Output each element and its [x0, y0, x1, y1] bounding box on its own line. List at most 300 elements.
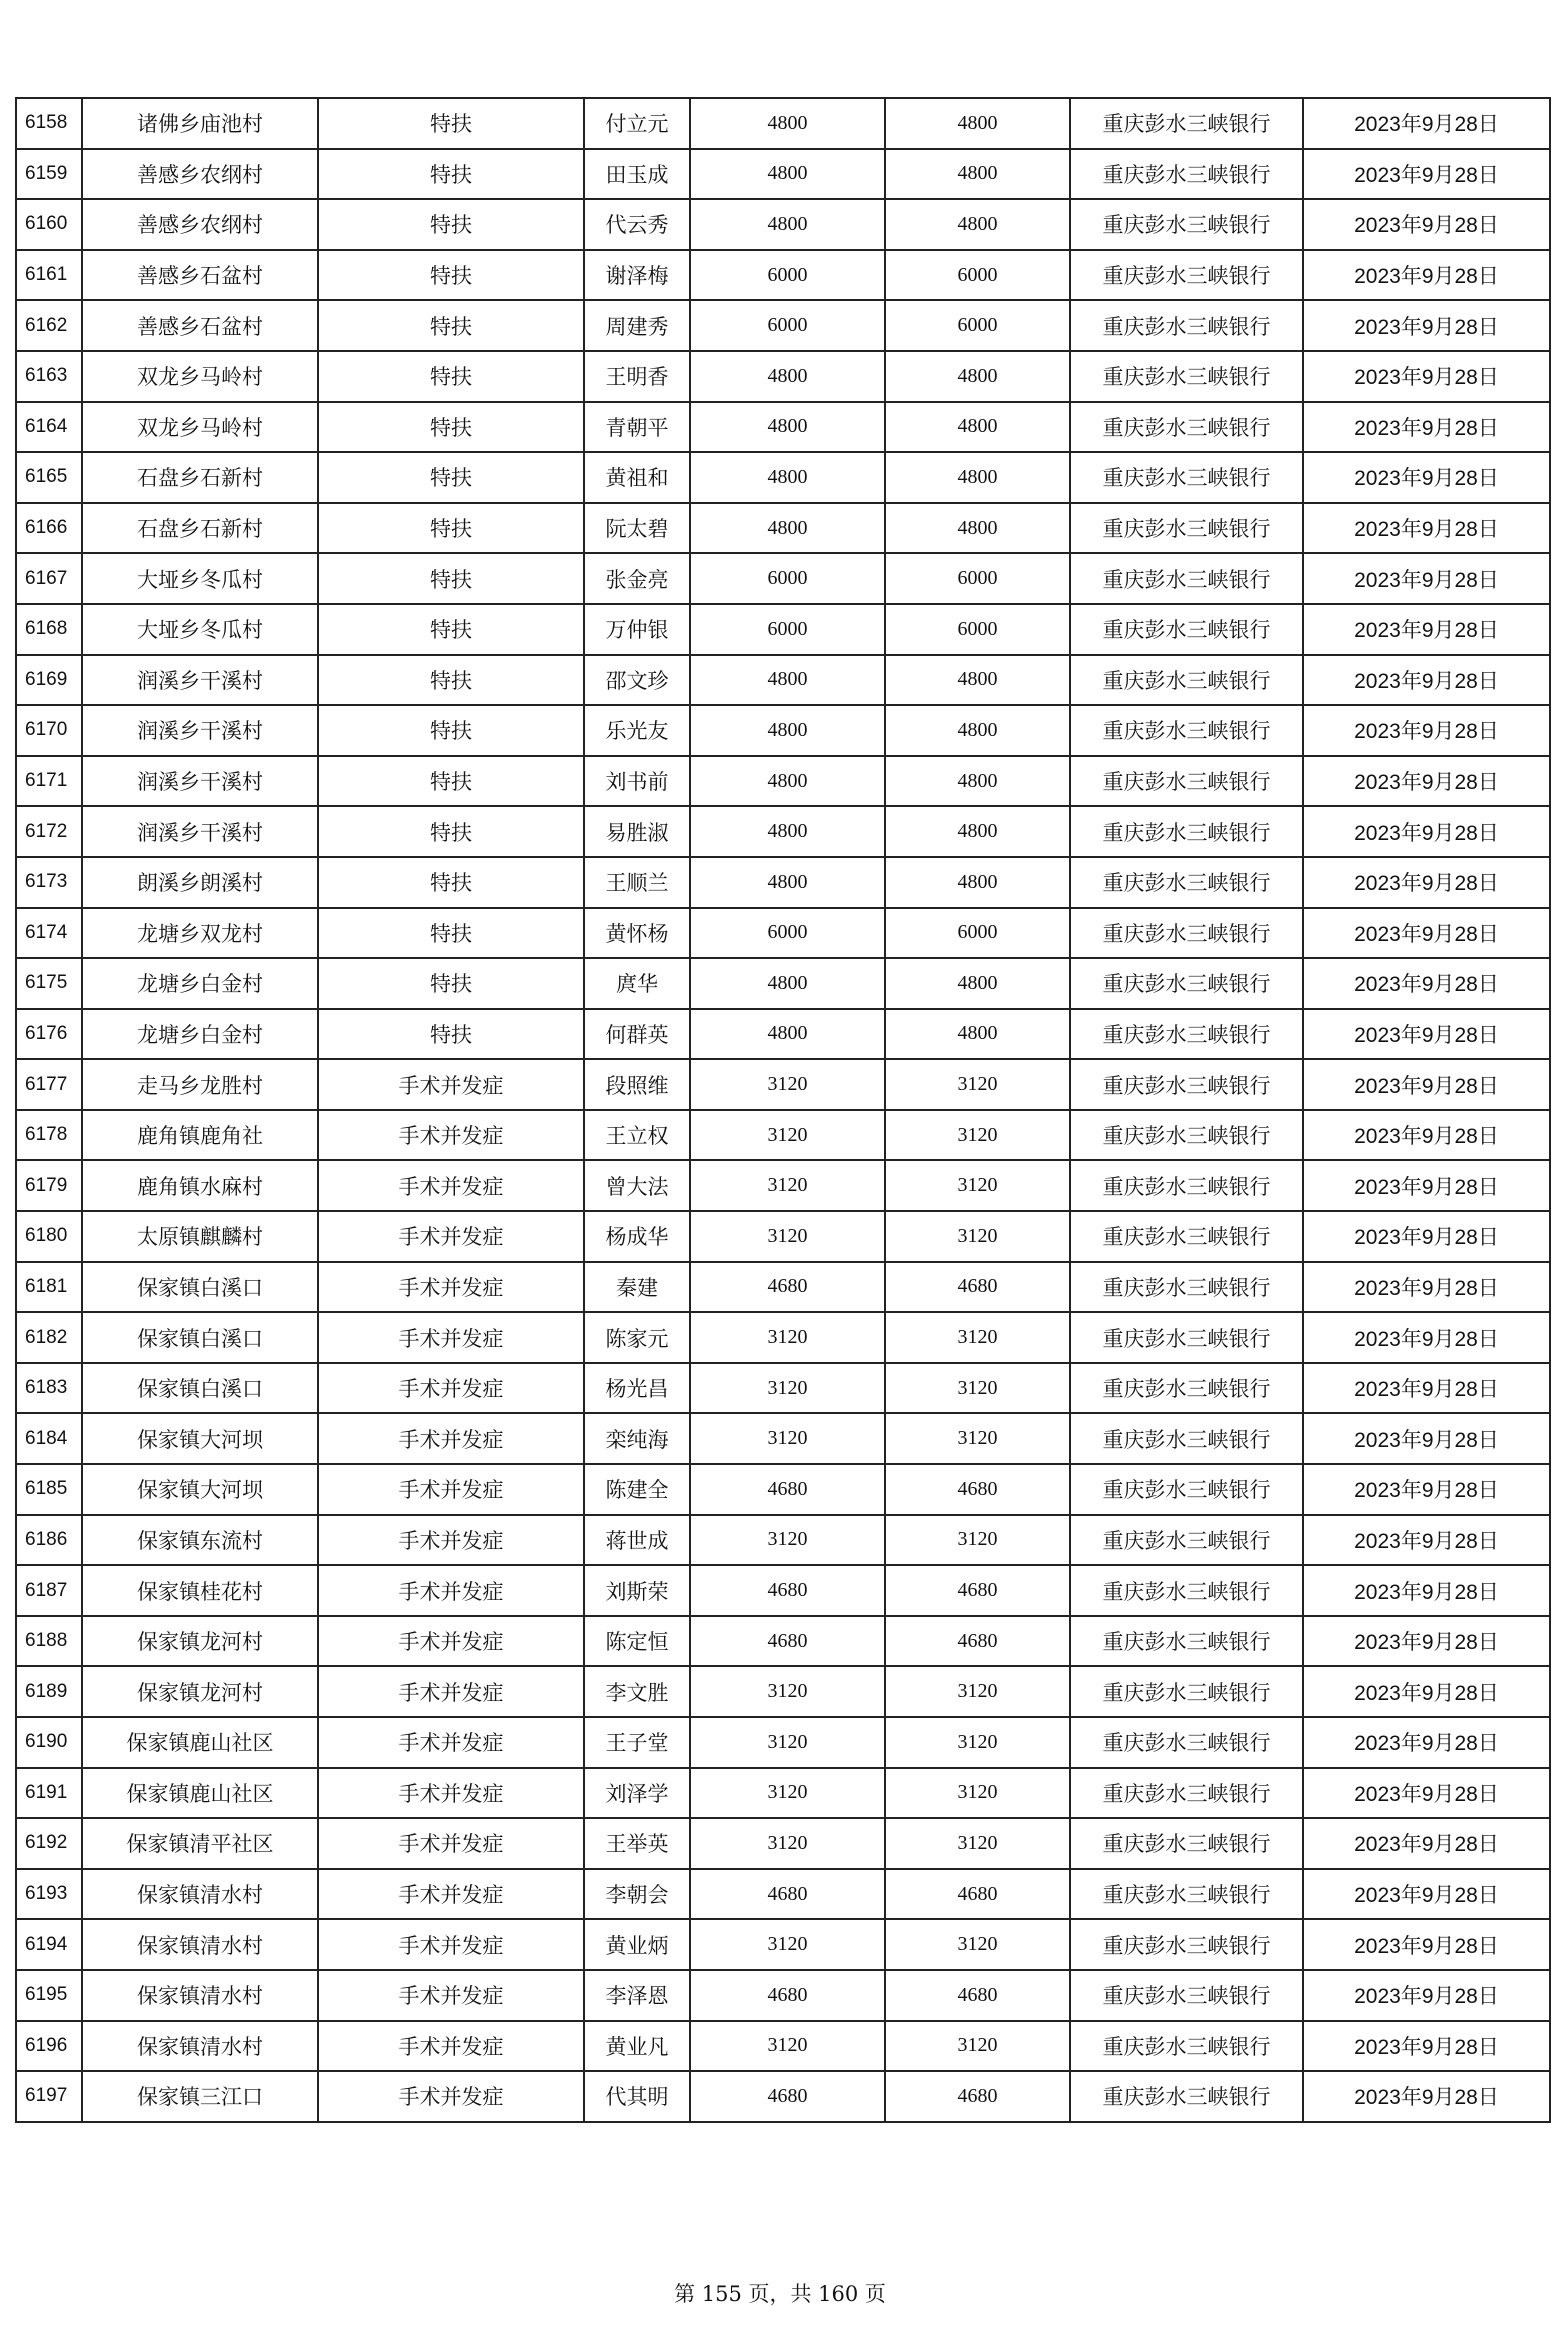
table-row: [16, 149, 1550, 200]
table-row: [16, 806, 1550, 857]
cell-bank-name: 重庆彭水三峡银行: [1070, 857, 1303, 908]
cell-person-name: 陈家元: [584, 1312, 690, 1363]
cell-amount-due: 3120: [690, 1515, 885, 1566]
cell-person-name: 黄怀杨: [584, 908, 690, 959]
cell-row-number: 6174: [16, 908, 82, 959]
payment-table: [15, 97, 1551, 2123]
cell-category: 特扶: [318, 756, 584, 807]
cell-village: 善感乡石盆村: [82, 300, 318, 351]
cell-category: 特扶: [318, 98, 584, 149]
cell-amount-due: 6000: [690, 908, 885, 959]
table-row: [16, 1666, 1550, 1717]
cell-row-number: 6170: [16, 705, 82, 756]
cell-amount-due: 4800: [690, 402, 885, 453]
cell-village: 石盘乡石新村: [82, 503, 318, 554]
cell-amount-due: 4680: [690, 1565, 885, 1616]
cell-amount-due: 3120: [690, 1312, 885, 1363]
cell-row-number: 6173: [16, 857, 82, 908]
cell-payment-date: 2023年9月28日: [1303, 199, 1550, 250]
cell-amount-paid: 4680: [885, 1869, 1070, 1920]
cell-payment-date: 2023年9月28日: [1303, 1616, 1550, 1667]
table-row: [16, 351, 1550, 402]
cell-amount-due: 4800: [690, 806, 885, 857]
cell-payment-date: 2023年9月28日: [1303, 908, 1550, 959]
cell-bank-name: 重庆彭水三峡银行: [1070, 1666, 1303, 1717]
cell-amount-paid: 4680: [885, 2071, 1070, 2122]
cell-amount-due: 3120: [690, 1110, 885, 1161]
cell-payment-date: 2023年9月28日: [1303, 705, 1550, 756]
table-row: [16, 604, 1550, 655]
cell-amount-paid: 4680: [885, 1262, 1070, 1313]
table-row: [16, 2071, 1550, 2122]
cell-village: 走马乡龙胜村: [82, 1059, 318, 1110]
cell-amount-due: 4680: [690, 2071, 885, 2122]
table-row: [16, 1717, 1550, 1768]
cell-bank-name: 重庆彭水三峡银行: [1070, 553, 1303, 604]
cell-person-name: 李朝会: [584, 1869, 690, 1920]
cell-amount-due: 3120: [690, 1666, 885, 1717]
cell-person-name: 黄业炳: [584, 1919, 690, 1970]
cell-row-number: 6189: [16, 1666, 82, 1717]
cell-row-number: 6167: [16, 553, 82, 604]
cell-category: 特扶: [318, 300, 584, 351]
cell-village: 润溪乡干溪村: [82, 806, 318, 857]
cell-village: 诸佛乡庙池村: [82, 98, 318, 149]
cell-person-name: 栾纯海: [584, 1413, 690, 1464]
cell-row-number: 6159: [16, 149, 82, 200]
cell-village: 保家镇清平社区: [82, 1818, 318, 1869]
cell-row-number: 6188: [16, 1616, 82, 1667]
cell-village: 润溪乡干溪村: [82, 756, 318, 807]
cell-amount-due: 6000: [690, 250, 885, 301]
cell-amount-due: 4680: [690, 1970, 885, 2021]
cell-row-number: 6191: [16, 1768, 82, 1819]
cell-amount-paid: 4800: [885, 958, 1070, 1009]
cell-category: 特扶: [318, 705, 584, 756]
cell-row-number: 6193: [16, 1869, 82, 1920]
cell-village: 鹿角镇水麻村: [82, 1160, 318, 1211]
cell-amount-due: 3120: [690, 1413, 885, 1464]
cell-payment-date: 2023年9月28日: [1303, 1262, 1550, 1313]
cell-person-name: 何群英: [584, 1009, 690, 1060]
cell-row-number: 6196: [16, 2021, 82, 2072]
cell-amount-due: 3120: [690, 1211, 885, 1262]
cell-village: 保家镇大河坝: [82, 1413, 318, 1464]
cell-village: 鹿角镇鹿角社: [82, 1110, 318, 1161]
cell-row-number: 6184: [16, 1413, 82, 1464]
table-row: [16, 958, 1550, 1009]
cell-amount-paid: 4800: [885, 503, 1070, 554]
cell-amount-due: 4800: [690, 958, 885, 1009]
cell-amount-paid: 4800: [885, 756, 1070, 807]
cell-person-name: 付立元: [584, 98, 690, 149]
cell-amount-due: 4680: [690, 1869, 885, 1920]
cell-amount-paid: 3120: [885, 1059, 1070, 1110]
cell-person-name: 周建秀: [584, 300, 690, 351]
cell-payment-date: 2023年9月28日: [1303, 98, 1550, 149]
cell-bank-name: 重庆彭水三峡银行: [1070, 1768, 1303, 1819]
cell-amount-due: 6000: [690, 553, 885, 604]
table-row: [16, 98, 1550, 149]
table-row: [16, 1515, 1550, 1566]
cell-row-number: 6194: [16, 1919, 82, 1970]
cell-village: 善感乡石盆村: [82, 250, 318, 301]
cell-category: 特扶: [318, 149, 584, 200]
cell-row-number: 6182: [16, 1312, 82, 1363]
cell-person-name: 王子堂: [584, 1717, 690, 1768]
cell-person-name: 陈建全: [584, 1464, 690, 1515]
table-row: [16, 1059, 1550, 1110]
cell-person-name: 谢泽梅: [584, 250, 690, 301]
cell-row-number: 6183: [16, 1363, 82, 1414]
table-row: [16, 2021, 1550, 2072]
cell-person-name: 蒋世成: [584, 1515, 690, 1566]
cell-category: 特扶: [318, 553, 584, 604]
cell-village: 润溪乡干溪村: [82, 655, 318, 706]
cell-amount-due: 4680: [690, 1464, 885, 1515]
cell-amount-paid: 4800: [885, 655, 1070, 706]
cell-row-number: 6158: [16, 98, 82, 149]
cell-payment-date: 2023年9月28日: [1303, 1515, 1550, 1566]
cell-category: 手术并发症: [318, 2071, 584, 2122]
cell-row-number: 6186: [16, 1515, 82, 1566]
table-row: [16, 1413, 1550, 1464]
table-row: [16, 1312, 1550, 1363]
cell-village: 大垭乡冬瓜村: [82, 604, 318, 655]
cell-amount-paid: 6000: [885, 604, 1070, 655]
cell-row-number: 6192: [16, 1818, 82, 1869]
cell-category: 手术并发症: [318, 2021, 584, 2072]
cell-village: 善感乡农纲村: [82, 199, 318, 250]
table-row: [16, 503, 1550, 554]
cell-village: 龙塘乡双龙村: [82, 908, 318, 959]
cell-bank-name: 重庆彭水三峡银行: [1070, 958, 1303, 1009]
cell-amount-paid: 4680: [885, 1464, 1070, 1515]
cell-person-name: 万仲银: [584, 604, 690, 655]
cell-bank-name: 重庆彭水三峡银行: [1070, 1717, 1303, 1768]
cell-village: 石盘乡石新村: [82, 452, 318, 503]
cell-row-number: 6180: [16, 1211, 82, 1262]
cell-category: 特扶: [318, 655, 584, 706]
cell-payment-date: 2023年9月28日: [1303, 655, 1550, 706]
cell-payment-date: 2023年9月28日: [1303, 402, 1550, 453]
cell-amount-paid: 6000: [885, 553, 1070, 604]
cell-row-number: 6161: [16, 250, 82, 301]
cell-category: 手术并发症: [318, 1515, 584, 1566]
cell-bank-name: 重庆彭水三峡银行: [1070, 1160, 1303, 1211]
cell-row-number: 6176: [16, 1009, 82, 1060]
cell-payment-date: 2023年9月28日: [1303, 1312, 1550, 1363]
table-row: [16, 1363, 1550, 1414]
cell-village: 保家镇鹿山社区: [82, 1768, 318, 1819]
cell-village: 保家镇白溪口: [82, 1363, 318, 1414]
cell-row-number: 6197: [16, 2071, 82, 2122]
table-row: [16, 1262, 1550, 1313]
cell-amount-paid: 3120: [885, 1413, 1070, 1464]
cell-payment-date: 2023年9月28日: [1303, 2071, 1550, 2122]
cell-category: 特扶: [318, 503, 584, 554]
cell-bank-name: 重庆彭水三峡银行: [1070, 300, 1303, 351]
cell-village: 保家镇清水村: [82, 1919, 318, 1970]
cell-payment-date: 2023年9月28日: [1303, 1768, 1550, 1819]
cell-village: 保家镇龙河村: [82, 1616, 318, 1667]
cell-category: 特扶: [318, 199, 584, 250]
cell-category: 特扶: [318, 958, 584, 1009]
cell-amount-paid: 3120: [885, 1515, 1070, 1566]
cell-amount-due: 4800: [690, 503, 885, 554]
cell-category: 特扶: [318, 908, 584, 959]
cell-payment-date: 2023年9月28日: [1303, 604, 1550, 655]
cell-bank-name: 重庆彭水三峡银行: [1070, 655, 1303, 706]
cell-bank-name: 重庆彭水三峡银行: [1070, 1970, 1303, 2021]
cell-payment-date: 2023年9月28日: [1303, 1009, 1550, 1060]
cell-amount-paid: 4800: [885, 98, 1070, 149]
cell-category: 特扶: [318, 857, 584, 908]
cell-person-name: 乐光友: [584, 705, 690, 756]
cell-person-name: 张金亮: [584, 553, 690, 604]
cell-category: 特扶: [318, 250, 584, 301]
table-row: [16, 756, 1550, 807]
cell-amount-paid: 3120: [885, 1312, 1070, 1363]
cell-payment-date: 2023年9月28日: [1303, 958, 1550, 1009]
cell-village: 保家镇大河坝: [82, 1464, 318, 1515]
cell-bank-name: 重庆彭水三峡银行: [1070, 1616, 1303, 1667]
cell-category: 特扶: [318, 402, 584, 453]
cell-bank-name: 重庆彭水三峡银行: [1070, 1262, 1303, 1313]
cell-amount-paid: 4800: [885, 149, 1070, 200]
cell-person-name: 秦建: [584, 1262, 690, 1313]
cell-bank-name: 重庆彭水三峡银行: [1070, 98, 1303, 149]
cell-category: 手术并发症: [318, 1262, 584, 1313]
cell-village: 保家镇鹿山社区: [82, 1717, 318, 1768]
cell-bank-name: 重庆彭水三峡银行: [1070, 351, 1303, 402]
cell-row-number: 6175: [16, 958, 82, 1009]
cell-amount-due: 4800: [690, 655, 885, 706]
cell-bank-name: 重庆彭水三峡银行: [1070, 250, 1303, 301]
cell-bank-name: 重庆彭水三峡银行: [1070, 756, 1303, 807]
cell-person-name: 阮太碧: [584, 503, 690, 554]
cell-village: 朗溪乡朗溪村: [82, 857, 318, 908]
cell-amount-paid: 6000: [885, 300, 1070, 351]
cell-village: 保家镇三江口: [82, 2071, 318, 2122]
table-row: [16, 1818, 1550, 1869]
cell-amount-due: 6000: [690, 604, 885, 655]
cell-bank-name: 重庆彭水三峡银行: [1070, 705, 1303, 756]
cell-bank-name: 重庆彭水三峡银行: [1070, 2071, 1303, 2122]
cell-person-name: 黄业凡: [584, 2021, 690, 2072]
cell-amount-paid: 3120: [885, 1160, 1070, 1211]
cell-payment-date: 2023年9月28日: [1303, 1666, 1550, 1717]
cell-category: 手术并发症: [318, 1211, 584, 1262]
cell-bank-name: 重庆彭水三峡银行: [1070, 1312, 1303, 1363]
cell-row-number: 6163: [16, 351, 82, 402]
cell-category: 手术并发症: [318, 1464, 584, 1515]
cell-amount-due: 3120: [690, 1919, 885, 1970]
cell-person-name: 邵文珍: [584, 655, 690, 706]
cell-bank-name: 重庆彭水三峡银行: [1070, 1211, 1303, 1262]
cell-bank-name: 重庆彭水三峡银行: [1070, 1919, 1303, 1970]
cell-payment-date: 2023年9月28日: [1303, 857, 1550, 908]
cell-amount-paid: 4680: [885, 1616, 1070, 1667]
table-row: [16, 1919, 1550, 1970]
cell-category: 手术并发症: [318, 1312, 584, 1363]
cell-person-name: 王顺兰: [584, 857, 690, 908]
cell-category: 手术并发症: [318, 1110, 584, 1161]
cell-row-number: 6187: [16, 1565, 82, 1616]
cell-payment-date: 2023年9月28日: [1303, 250, 1550, 301]
cell-payment-date: 2023年9月28日: [1303, 1970, 1550, 2021]
cell-person-name: 刘书前: [584, 756, 690, 807]
cell-category: 手术并发症: [318, 1059, 584, 1110]
cell-bank-name: 重庆彭水三峡银行: [1070, 452, 1303, 503]
cell-bank-name: 重庆彭水三峡银行: [1070, 1464, 1303, 1515]
cell-amount-due: 3120: [690, 2021, 885, 2072]
table-row: [16, 655, 1550, 706]
cell-amount-paid: 4800: [885, 1009, 1070, 1060]
cell-amount-due: 4680: [690, 1616, 885, 1667]
cell-person-name: 李文胜: [584, 1666, 690, 1717]
cell-person-name: 代其明: [584, 2071, 690, 2122]
cell-payment-date: 2023年9月28日: [1303, 806, 1550, 857]
cell-person-name: 易胜淑: [584, 806, 690, 857]
cell-person-name: 段照维: [584, 1059, 690, 1110]
cell-bank-name: 重庆彭水三峡银行: [1070, 199, 1303, 250]
cell-bank-name: 重庆彭水三峡银行: [1070, 2021, 1303, 2072]
cell-amount-due: 3120: [690, 1717, 885, 1768]
cell-person-name: 青朝平: [584, 402, 690, 453]
cell-row-number: 6166: [16, 503, 82, 554]
cell-row-number: 6171: [16, 756, 82, 807]
table-row: [16, 705, 1550, 756]
cell-amount-paid: 4800: [885, 806, 1070, 857]
cell-bank-name: 重庆彭水三峡银行: [1070, 908, 1303, 959]
cell-person-name: 王举英: [584, 1818, 690, 1869]
table-row: [16, 402, 1550, 453]
cell-person-name: 杨光昌: [584, 1363, 690, 1414]
cell-amount-paid: 3120: [885, 1919, 1070, 1970]
cell-village: 保家镇清水村: [82, 1869, 318, 1920]
cell-category: 手术并发症: [318, 1818, 584, 1869]
cell-amount-paid: 3120: [885, 1110, 1070, 1161]
cell-village: 双龙乡马岭村: [82, 402, 318, 453]
cell-village: 太原镇麒麟村: [82, 1211, 318, 1262]
cell-person-name: 陈定恒: [584, 1616, 690, 1667]
cell-village: 保家镇东流村: [82, 1515, 318, 1566]
cell-payment-date: 2023年9月28日: [1303, 756, 1550, 807]
cell-amount-due: 4800: [690, 199, 885, 250]
cell-payment-date: 2023年9月28日: [1303, 1717, 1550, 1768]
table-row: [16, 908, 1550, 959]
cell-payment-date: 2023年9月28日: [1303, 1363, 1550, 1414]
cell-bank-name: 重庆彭水三峡银行: [1070, 1413, 1303, 1464]
cell-payment-date: 2023年9月28日: [1303, 1110, 1550, 1161]
cell-payment-date: 2023年9月28日: [1303, 300, 1550, 351]
cell-amount-due: 4800: [690, 149, 885, 200]
cell-payment-date: 2023年9月28日: [1303, 1464, 1550, 1515]
cell-row-number: 6164: [16, 402, 82, 453]
cell-category: 手术并发症: [318, 1768, 584, 1819]
cell-bank-name: 重庆彭水三峡银行: [1070, 1565, 1303, 1616]
cell-category: 特扶: [318, 604, 584, 655]
cell-person-name: 黄祖和: [584, 452, 690, 503]
cell-row-number: 6179: [16, 1160, 82, 1211]
cell-category: 手术并发症: [318, 1565, 584, 1616]
cell-row-number: 6177: [16, 1059, 82, 1110]
cell-amount-paid: 3120: [885, 1211, 1070, 1262]
cell-village: 保家镇龙河村: [82, 1666, 318, 1717]
cell-village: 保家镇清水村: [82, 2021, 318, 2072]
page-footer: 第 155 页，共 160 页: [674, 2282, 886, 2306]
cell-category: 手术并发症: [318, 1616, 584, 1667]
cell-village: 保家镇清水村: [82, 1970, 318, 2021]
table-row: [16, 1565, 1550, 1616]
cell-amount-paid: 4800: [885, 351, 1070, 402]
cell-bank-name: 重庆彭水三峡银行: [1070, 1515, 1303, 1566]
cell-amount-paid: 4800: [885, 199, 1070, 250]
cell-row-number: 6169: [16, 655, 82, 706]
cell-category: 特扶: [318, 452, 584, 503]
cell-village: 保家镇桂花村: [82, 1565, 318, 1616]
table-row: [16, 199, 1550, 250]
cell-amount-paid: 3120: [885, 1768, 1070, 1819]
cell-payment-date: 2023年9月28日: [1303, 351, 1550, 402]
cell-village: 龙塘乡白金村: [82, 958, 318, 1009]
cell-village: 龙塘乡白金村: [82, 1009, 318, 1060]
cell-person-name: 刘泽学: [584, 1768, 690, 1819]
table-row: [16, 452, 1550, 503]
cell-category: 特扶: [318, 1009, 584, 1060]
cell-village: 润溪乡干溪村: [82, 705, 318, 756]
table-row: [16, 1160, 1550, 1211]
cell-payment-date: 2023年9月28日: [1303, 2021, 1550, 2072]
table-row: [16, 250, 1550, 301]
cell-row-number: 6168: [16, 604, 82, 655]
cell-payment-date: 2023年9月28日: [1303, 1160, 1550, 1211]
table-row: [16, 1110, 1550, 1161]
cell-amount-due: 4800: [690, 756, 885, 807]
cell-category: 手术并发症: [318, 1160, 584, 1211]
cell-amount-paid: 4680: [885, 1970, 1070, 2021]
cell-amount-paid: 4800: [885, 705, 1070, 756]
table-row: [16, 1211, 1550, 1262]
cell-payment-date: 2023年9月28日: [1303, 1919, 1550, 1970]
cell-amount-paid: 3120: [885, 1363, 1070, 1414]
cell-person-name: 田玉成: [584, 149, 690, 200]
cell-bank-name: 重庆彭水三峡银行: [1070, 1818, 1303, 1869]
cell-payment-date: 2023年9月28日: [1303, 1565, 1550, 1616]
cell-bank-name: 重庆彭水三峡银行: [1070, 604, 1303, 655]
cell-payment-date: 2023年9月28日: [1303, 1818, 1550, 1869]
cell-amount-due: 4800: [690, 98, 885, 149]
cell-amount-due: 4800: [690, 452, 885, 503]
cell-bank-name: 重庆彭水三峡银行: [1070, 806, 1303, 857]
cell-category: 特扶: [318, 806, 584, 857]
cell-bank-name: 重庆彭水三峡银行: [1070, 1869, 1303, 1920]
data-table-container: [15, 97, 1549, 2123]
cell-bank-name: 重庆彭水三峡银行: [1070, 402, 1303, 453]
table-row: [16, 1009, 1550, 1060]
table-row: [16, 1768, 1550, 1819]
cell-person-name: 曾大法: [584, 1160, 690, 1211]
cell-bank-name: 重庆彭水三峡银行: [1070, 1110, 1303, 1161]
table-row: [16, 553, 1550, 604]
cell-amount-paid: 6000: [885, 908, 1070, 959]
table-row: [16, 300, 1550, 351]
cell-row-number: 6190: [16, 1717, 82, 1768]
cell-amount-due: 3120: [690, 1059, 885, 1110]
cell-person-name: 李泽恩: [584, 1970, 690, 2021]
cell-payment-date: 2023年9月28日: [1303, 1059, 1550, 1110]
